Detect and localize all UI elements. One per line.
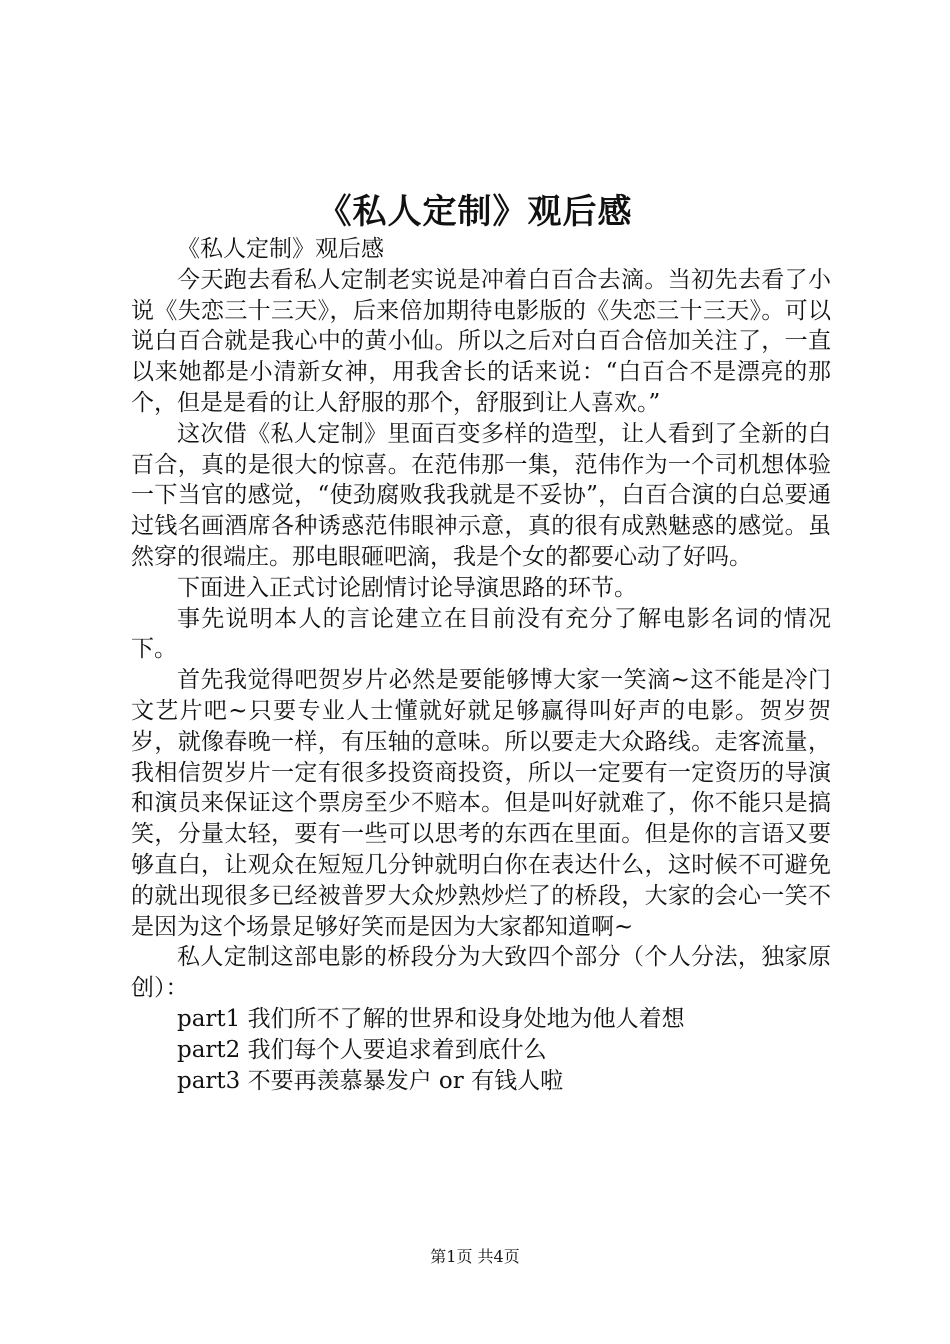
subtitle-paragraph: 《私人定制》观后感 (177, 236, 384, 262)
paragraph-intro: 今天跑去看私人定制老实说是冲着白百合去滴。当初先去看了小说《失恋三十三天》，后来倍加期待电影版的《失恋三十三天》。可以说白百合就是我心中的黄小仙。所以之后对白百合倍加关注了，一直以来她都是小清新女神，用我舍长的话来说：“白百合不是漂亮的那个，但是是看的让人舒服的那个，舒服到让人喜欢。” (131, 266, 831, 416)
part-item-2: part2 我们每个人要追求着到底什么 (177, 1036, 547, 1063)
paragraph-disclaimer: 事先说明本人的言论建立在目前没有充分了解电影名词的情况下。 (131, 605, 831, 663)
paragraph-four-parts: 私人定制这部电影的桥段分为大致四个部分（个人分法，独家原创）： (131, 944, 831, 1002)
document-body (131, 234, 831, 1096)
paragraph-bai-baihe: 这次借《私人定制》里面百变多样的造型，让人看到了全新的白百合，真的是很大的惊喜。在范伟那一集，范伟作为一个司机想体验一下当官的感觉，“使劲腐败我我就是不妥协”，白百合演的白总要通过钱名画酒席各种诱惑范伟眼神示意，真的很有成熟魅惑的感觉。虽然穿的很端庄。那电眼砸吧滴，我是个女的都要心动了好吗。 (131, 420, 831, 570)
paragraph-new-year-film: 首先我觉得吧贺岁片必然是要能够博大家一笑滴~这不能是冷门文艺片吧~只要专业人士懂就好就足够赢得叫好声的电影。贺岁贺岁，就像春晚一样，有压轴的意味。所以要走大众路线。走客流量，我相信贺岁片一定有很多投资商投资，所以一定要有一定资历的导演和演员来保证这个票房至少不赔本。但是叫好就难了，你不能只是搞笑，分量太轻，要有一些可以思考的东西在里面。但是你的言语又要够直白，让观众在短短几分钟就明白你在表达什么，这时候不可避免的就出现很多已经被普罗大众炒熟炒烂了的桥段，大家的会心一笑不是因为这个场景足够好笑而是因为大家都知道啊~ (131, 667, 831, 940)
paragraph-discussion: 下面进入正式讨论剧情讨论导演思路的环节。 (177, 574, 637, 601)
part-item-1: part1 我们所不了解的世界和设身处地为他人着想 (177, 1005, 685, 1032)
part-item-3: part3 不要再羡慕暴发户 or 有钱人啦 (177, 1067, 564, 1094)
page-footer: 第1页 共4页 (430, 1247, 520, 1266)
document-title: 《私人定制》观后感 (317, 192, 633, 232)
